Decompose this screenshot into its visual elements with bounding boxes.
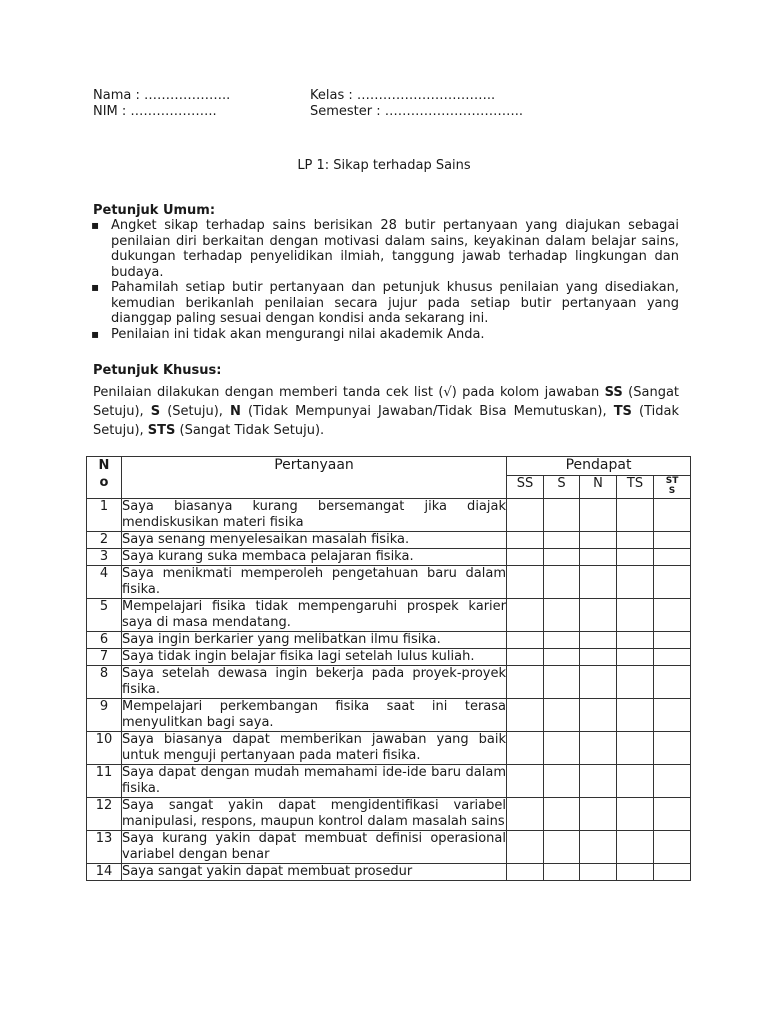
row-number: 6	[87, 632, 122, 649]
answer-cell-ts[interactable]	[617, 632, 654, 649]
question-text: Saya dapat dengan mudah memahami ide-ide baru dalam fisika.	[122, 765, 506, 796]
answer-cell-ts[interactable]	[617, 765, 654, 798]
instruction-text: (Sangat Setuju),	[93, 385, 680, 419]
table-row	[87, 864, 691, 881]
answer-cell-n[interactable]	[580, 798, 617, 831]
table-row	[87, 732, 691, 765]
answer-cell-sts[interactable]	[654, 649, 691, 666]
answer-cell-ss[interactable]	[507, 864, 544, 881]
table-row	[87, 566, 691, 599]
option-header-ss: SS	[507, 476, 544, 499]
answer-cell-sts[interactable]	[654, 532, 691, 549]
answer-cell-s[interactable]	[544, 649, 580, 666]
survey-table-body	[87, 499, 691, 881]
answer-cell-sts[interactable]	[654, 666, 691, 699]
answer-cell-s[interactable]	[544, 499, 580, 532]
answer-cell-s[interactable]	[544, 549, 580, 566]
instruction-text: (Setuju),	[160, 404, 231, 419]
answer-cell-n[interactable]	[580, 566, 617, 599]
instruction-text: (Tidak Setuju),	[93, 404, 679, 438]
answer-cell-n[interactable]	[580, 549, 617, 566]
table-row	[87, 649, 691, 666]
answer-cell-ss[interactable]	[507, 699, 544, 732]
question-text: Saya sangat yakin dapat mengidentifikasi variabel manipulasi, respons, maupun kontrol dalam masalah sains	[122, 798, 506, 829]
table-row	[87, 831, 691, 864]
answer-cell-n[interactable]	[580, 599, 617, 632]
answer-cell-ts[interactable]	[617, 831, 654, 864]
row-number: 11	[87, 765, 122, 798]
petunjuk-khusus-title: Petunjuk Khusus:	[93, 363, 222, 378]
code-n: N	[230, 404, 241, 419]
question-text: Saya kurang yakin dapat membuat definisi operasional variabel dengan benar	[122, 831, 506, 862]
table-row	[87, 549, 691, 566]
answer-cell-sts[interactable]	[654, 831, 691, 864]
question-text: Saya biasanya kurang bersemangat jika diajak mendiskusikan materi fisika	[122, 499, 506, 530]
answer-cell-ts[interactable]	[617, 532, 654, 549]
answer-cell-sts[interactable]	[654, 732, 691, 765]
answer-cell-ts[interactable]	[617, 798, 654, 831]
instruction-text: (Sangat Tidak Setuju).	[175, 423, 325, 438]
row-number: 10	[87, 732, 122, 765]
answer-cell-sts[interactable]	[654, 499, 691, 532]
answer-cell-s[interactable]	[544, 699, 580, 732]
answer-cell-ss[interactable]	[507, 798, 544, 831]
row-number: 14	[87, 864, 122, 881]
option-header-n: N	[580, 476, 617, 499]
answer-cell-s[interactable]	[544, 831, 580, 864]
no-header-line: o	[99, 475, 109, 490]
question-text: Saya sangat yakin dapat membuat prosedur	[122, 864, 507, 881]
row-number: 12	[87, 798, 122, 831]
kelas-field: Kelas : …………………………..	[310, 88, 496, 103]
answer-cell-sts[interactable]	[654, 798, 691, 831]
option-header-s: S	[544, 476, 580, 499]
table-row	[87, 599, 691, 632]
answer-cell-ts[interactable]	[617, 732, 654, 765]
semester-field: Semester : …………………………..	[310, 104, 524, 119]
list-item: ▪ Penilaian ini tidak akan mengurangi nilai akademik Anda.	[93, 327, 679, 343]
table-row	[87, 632, 691, 649]
code-ts: TS	[613, 404, 632, 419]
sts-header-line: S	[668, 486, 676, 496]
row-number: 2	[87, 532, 122, 549]
code-s: S	[150, 404, 161, 419]
answer-cell-ts[interactable]	[617, 566, 654, 599]
answer-cell-ss[interactable]	[507, 649, 544, 666]
answer-cell-sts[interactable]	[654, 864, 691, 881]
answer-cell-n[interactable]	[580, 532, 617, 549]
answer-cell-n[interactable]	[580, 666, 617, 699]
row-number: 1	[87, 499, 122, 532]
row-number: 4	[87, 566, 122, 599]
table-row	[87, 699, 691, 732]
survey-table	[86, 456, 691, 881]
answer-cell-ss[interactable]	[507, 499, 544, 532]
petunjuk-umum-list	[93, 218, 679, 342]
question-text: Saya biasanya dapat memberikan jawaban yang baik untuk menguji pertanyaan pada materi fisika.	[122, 732, 506, 763]
answer-cell-sts[interactable]	[654, 599, 691, 632]
list-item: ▪ Pahamilah setiap butir pertanyaan dan petunjuk khusus penilaian yang disediakan, kemudian berikanlah penilaian secara jujur pada setiap butir pertanyaan yang dianggap paling sesuai dengan kondisi anda sekarang ini.	[93, 280, 679, 327]
answer-cell-ts[interactable]	[617, 549, 654, 566]
row-number: 3	[87, 549, 122, 566]
answer-cell-ts[interactable]	[617, 699, 654, 732]
answer-cell-s[interactable]	[544, 566, 580, 599]
answer-cell-s[interactable]	[544, 732, 580, 765]
answer-cell-ss[interactable]	[507, 632, 544, 649]
code-ss: SS	[604, 385, 623, 400]
answer-cell-n[interactable]	[580, 732, 617, 765]
answer-cell-ss[interactable]	[507, 532, 544, 549]
question-text: Saya menikmati memperoleh pengetahuan baru dalam fisika.	[122, 566, 506, 597]
table-row	[87, 666, 691, 699]
question-text: Saya setelah dewasa ingin bekerja pada proyek-proyek fisika.	[122, 666, 506, 697]
answer-cell-ss[interactable]	[507, 599, 544, 632]
question-text: Saya senang menyelesaikan masalah fisika.	[122, 532, 507, 549]
row-number: 13	[87, 831, 122, 864]
answer-cell-s[interactable]	[544, 864, 580, 881]
question-column-header: Pertanyaan	[122, 457, 507, 499]
row-number: 5	[87, 599, 122, 632]
answer-cell-ts[interactable]	[617, 599, 654, 632]
answer-cell-s[interactable]	[544, 765, 580, 798]
answer-cell-ss[interactable]	[507, 566, 544, 599]
answer-cell-s[interactable]	[544, 632, 580, 649]
sts-header-line: ST	[665, 476, 679, 486]
answer-cell-ss[interactable]	[507, 732, 544, 765]
opinion-column-header: Pendapat	[507, 457, 691, 476]
answer-cell-sts[interactable]	[654, 566, 691, 599]
answer-cell-ts[interactable]	[617, 649, 654, 666]
instruction-text: (Tidak Mempunyai Jawaban/Tidak Bisa Memutuskan),	[240, 404, 614, 419]
answer-cell-ts[interactable]	[617, 666, 654, 699]
nim-field: NIM : ………………..	[93, 104, 217, 119]
table-row	[87, 765, 691, 798]
row-number: 8	[87, 666, 122, 699]
answer-cell-s[interactable]	[544, 798, 580, 831]
answer-cell-ss[interactable]	[507, 549, 544, 566]
answer-cell-ss[interactable]	[507, 666, 544, 699]
table-row	[87, 798, 691, 831]
list-item: ▪ Angket sikap terhadap sains berisikan 28 butir pertanyaan yang diajukan sebagai penilaian diri berkaitan dengan motivasi dalam sains, keyakinan dalam belajar sains, dukungan terhadap penyelidikan ilmiah, tanggung jawab terhadap lingkungan dan budaya.	[93, 218, 679, 280]
answer-cell-n[interactable]	[580, 632, 617, 649]
answer-cell-sts[interactable]	[654, 632, 691, 649]
row-number: 9	[87, 699, 122, 732]
answer-cell-s[interactable]	[544, 666, 580, 699]
answer-cell-ss[interactable]	[507, 765, 544, 798]
answer-cell-ts[interactable]	[617, 864, 654, 881]
question-text: Saya kurang suka membaca pelajaran fisika.	[122, 549, 507, 566]
answer-cell-ts[interactable]	[617, 499, 654, 532]
answer-cell-s[interactable]	[544, 532, 580, 549]
answer-cell-n[interactable]	[580, 864, 617, 881]
answer-cell-n[interactable]	[580, 765, 617, 798]
instruction-text: Penilaian dilakukan dengan memberi tanda cek list (√) pada kolom jawaban	[93, 385, 605, 400]
code-sts: STS	[147, 423, 176, 438]
option-header-ts: TS	[617, 476, 654, 499]
answer-cell-sts[interactable]	[654, 765, 691, 798]
table-row	[87, 499, 691, 532]
petunjuk-khusus-text	[93, 383, 679, 440]
answer-cell-n[interactable]	[580, 649, 617, 666]
answer-cell-sts[interactable]	[654, 549, 691, 566]
question-text: Mempelajari perkembangan fisika saat ini terasa menyulitkan bagi saya.	[122, 699, 506, 730]
answer-cell-n[interactable]	[580, 831, 617, 864]
nama-field: Nama : ………………..	[93, 88, 231, 103]
answer-cell-n[interactable]	[580, 499, 617, 532]
answer-cell-sts[interactable]	[654, 699, 691, 732]
no-header-line: N	[98, 458, 110, 473]
no-column-header	[87, 457, 122, 499]
row-number: 7	[87, 649, 122, 666]
question-text: Saya tidak ingin belajar fisika lagi setelah lulus kuliah.	[122, 649, 507, 666]
question-text: Mempelajari fisika tidak mempengaruhi prospek karier saya di masa mendatang.	[122, 599, 506, 630]
option-header-sts	[654, 476, 691, 499]
petunjuk-umum-title: Petunjuk Umum:	[93, 203, 216, 218]
document-title: LP 1: Sikap terhadap Sains	[297, 158, 471, 173]
answer-cell-s[interactable]	[544, 599, 580, 632]
question-text: Saya ingin berkarier yang melibatkan ilmu fisika.	[122, 632, 507, 649]
answer-cell-ss[interactable]	[507, 831, 544, 864]
answer-cell-n[interactable]	[580, 699, 617, 732]
table-row	[87, 532, 691, 549]
